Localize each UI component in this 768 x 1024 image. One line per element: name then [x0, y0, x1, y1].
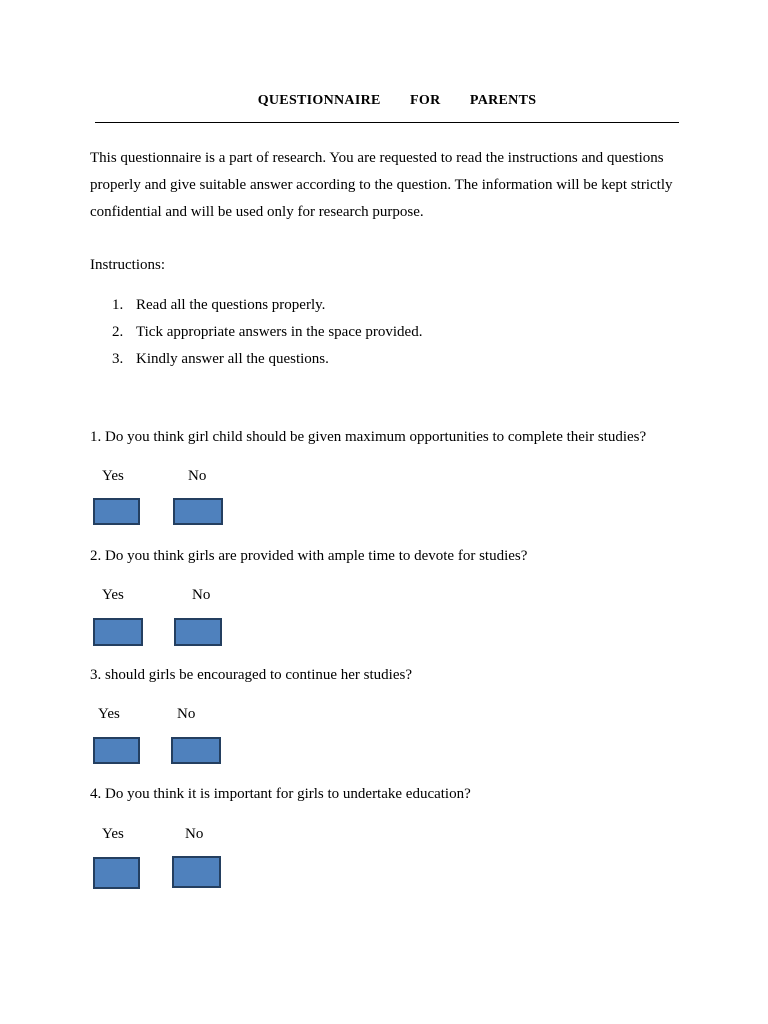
question-1-no-checkbox[interactable] — [173, 498, 223, 525]
instruction-text: Read all the questions properly. — [136, 297, 326, 313]
question-4-yes-label: Yes — [102, 826, 124, 842]
instruction-number: 3. — [112, 351, 124, 367]
question-2-yes-checkbox[interactable] — [93, 618, 143, 646]
question-1-yes-checkbox[interactable] — [93, 498, 140, 525]
question-2-no-label: No — [192, 587, 211, 603]
question-1-no-label: No — [188, 468, 207, 484]
question-3-yes-label: Yes — [98, 706, 120, 722]
question-4-text: 4. Do you think it is important for girls to undertake education? — [90, 786, 471, 802]
instruction-item — [112, 323, 422, 350]
question-1-text: 1. Do you think girl child should be given maximum opportunities to complete their studies? — [90, 429, 647, 445]
question-2-text: 2. Do you think girls are provided with ample time to devote for studies? — [90, 548, 528, 564]
instruction-number: 2. — [112, 324, 124, 340]
instructions-label: Instructions: — [90, 257, 165, 273]
instruction-text: Kindly answer all the questions. — [136, 351, 329, 367]
question-3-yes-checkbox[interactable] — [93, 737, 140, 764]
instruction-text: Tick appropriate answers in the space provided. — [136, 324, 423, 340]
question-3-no-label: No — [177, 706, 196, 722]
question-1-yes-label: Yes — [102, 468, 124, 484]
instruction-number: 1. — [112, 297, 124, 313]
question-3-no-checkbox[interactable] — [171, 737, 221, 764]
question-4-yes-checkbox[interactable] — [93, 857, 140, 889]
question-4-no-label: No — [185, 826, 204, 842]
intro-paragraph: This questionnaire is a part of research. You are requested to read the instructions and questions properly and give suitable answer according to the question. The information will be kept strictly confidential and will be used only for research purpose. — [90, 150, 673, 220]
question-2-yes-label: Yes — [102, 587, 124, 603]
instructions-list — [112, 296, 422, 377]
question-4-no-checkbox[interactable] — [172, 856, 221, 888]
instruction-item — [112, 296, 422, 323]
title-divider — [95, 122, 679, 123]
instruction-item — [112, 350, 422, 377]
page-title: QUESTIONNAIRE FOR PARENTS — [257, 93, 537, 108]
question-3-text: 3. should girls be encouraged to continue her studies? — [90, 667, 413, 683]
question-2-no-checkbox[interactable] — [174, 618, 222, 646]
